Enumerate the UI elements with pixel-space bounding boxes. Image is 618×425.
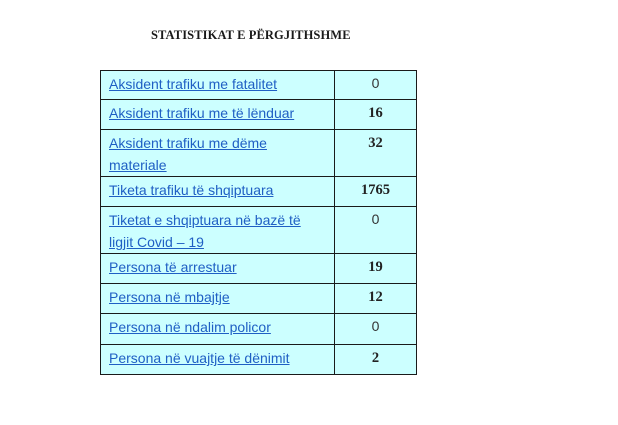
- row-value: 2: [371, 350, 380, 366]
- row-label-link[interactable]: Aksident trafiku me të lënduar: [109, 105, 295, 121]
- row-value: 16: [368, 105, 383, 121]
- row-value: 0: [371, 75, 380, 91]
- statistics-table: [100, 70, 417, 375]
- row-value: 12: [368, 289, 383, 305]
- row-label-link[interactable]: Persona në ndalim policor: [109, 319, 271, 335]
- row-label-link[interactable]: Persona të arrestuar: [109, 259, 237, 275]
- table-row: [101, 100, 417, 130]
- table-row: [101, 71, 417, 100]
- row-value: 0: [371, 318, 380, 334]
- table-row: [101, 207, 417, 254]
- row-value: 19: [368, 259, 383, 275]
- table-row: [101, 130, 417, 177]
- table-row: [101, 284, 417, 314]
- page-title: STATISTIKAT E PËRGJITHSHME: [151, 28, 351, 42]
- row-label-link[interactable]: Persona në vuajtje të dënimit: [109, 350, 290, 366]
- table-row: [101, 345, 417, 375]
- row-value: 32: [368, 135, 383, 151]
- row-value: 0: [371, 211, 380, 227]
- table-row: [101, 254, 417, 284]
- row-label-link[interactable]: Aksident trafiku me fatalitet: [109, 76, 278, 92]
- row-label-link[interactable]: Tiketat e shqiptuara në bazë të ligjit Covid – 19: [109, 212, 301, 250]
- row-value: 1765: [361, 182, 390, 198]
- row-label-link[interactable]: Aksident trafiku me dëme materiale: [109, 135, 267, 173]
- row-label-link[interactable]: Tiketa trafiku të shqiptuara: [109, 182, 274, 198]
- table-row: [101, 314, 417, 345]
- row-label-link[interactable]: Persona në mbajtje: [109, 289, 230, 305]
- table-row: [101, 177, 417, 207]
